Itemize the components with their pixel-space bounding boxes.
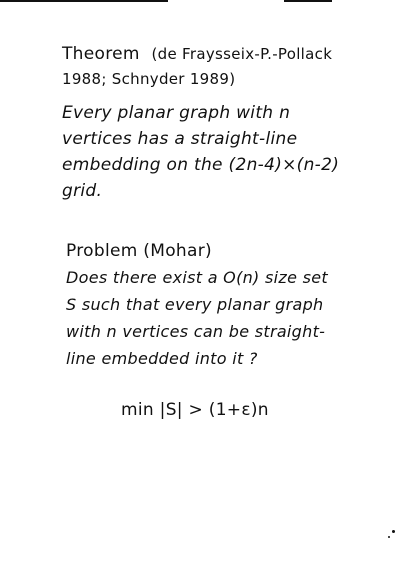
problem-heading: Problem (Mohar) [66,241,212,261]
theorem-statement-line: Every planar graph with n [62,103,291,123]
problem-question-line: Does there exist a O(n) size set [66,268,328,287]
bound-formula: min |S| > (1+ε)n [121,400,269,420]
page-edge-mark [284,0,332,2]
theorem-statement-line: embedding on the (2n-4)×(n-2) [62,155,340,175]
theorem-heading: Theorem [62,44,140,64]
problem-question-line: with n vertices can be straight- [66,322,326,341]
theorem-statement-line: grid. [62,181,103,201]
problem-question-line: line embedded into it ? [66,349,258,368]
theorem-statement-line: vertices has a straight-line [62,129,298,149]
scan-speck [388,536,390,538]
scan-speck [392,530,395,533]
theorem-heading-line [62,46,332,63]
theorem-citation-2: 1988; Schnyder 1989) [62,70,236,88]
theorem-citation-1: (de Fraysseix-P.-Pollack [151,45,333,63]
page-edge-mark [0,0,168,2]
problem-question-line: S such that every planar graph [66,295,324,314]
